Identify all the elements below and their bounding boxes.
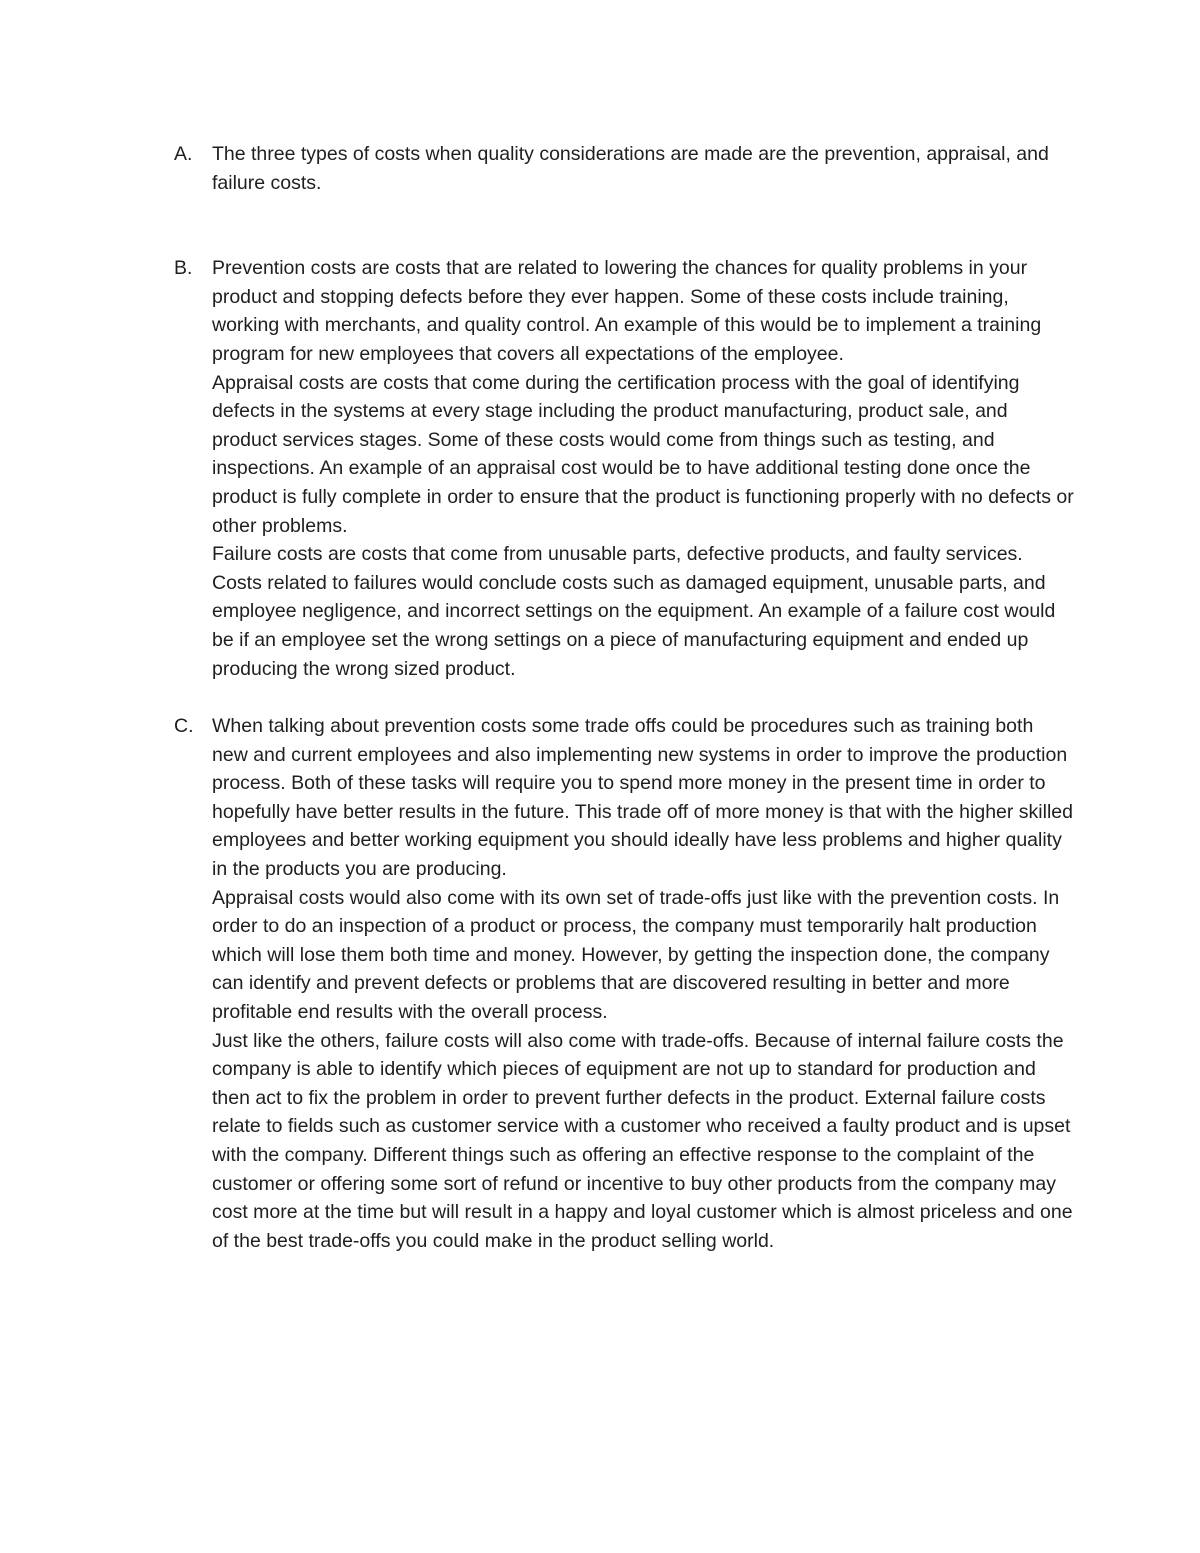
list-marker: A.	[174, 143, 193, 165]
paragraph-appraisal-costs: Appraisal costs are costs that come during the certification process with the goal of identifying defects in the systems at every stage including the product manufacturing, product sale, and product services stages. Some of these costs would come from things such as testing, and inspections. An example of an appraisal cost would be to have additional testing done once the product is fully complete in order to ensure that the product is functioning properly with no defects or other problems.	[212, 371, 1074, 537]
list-marker: C.	[174, 715, 194, 738]
list-item-a	[174, 140, 1074, 197]
paragraph-appraisal-tradeoffs: Appraisal costs would also come with its own set of trade-offs just like with the prevention costs. In order to do an inspection of a product or process, the company must temporarily halt production which will lose them both time and money. However, by getting the inspection done, the company can identify and prevent defects or problems that are discovered resulting in better and more profitable end results with the overall process.	[212, 886, 1060, 1024]
list-item-body	[212, 140, 1074, 197]
list-item-b	[174, 254, 1074, 683]
paragraph-failure-tradeoffs: Just like the others, failure costs will also come with trade-offs. Because of internal failure costs the company is able to identify which pieces of equipment are not up to standard for production and then act to fix the problem in order to prevent further defects in the product. External failure costs relate to fields such as customer service with a customer who received a faulty product and is upset with the company. Different things such as offering an effective response to the complaint of the customer or offering some sort of refund or incentive to buy other products from the company may cost more at the time but will result in a happy and loyal customer which is almost priceless and one of the best trade-offs you could make in the product selling world.	[212, 1029, 1073, 1252]
answer-list	[174, 140, 1074, 1255]
paragraph-cost-types: The three types of costs when quality considerations are made are the prevention, appraisal, and failure costs.	[212, 143, 1049, 194]
paragraph-failure-costs: Failure costs are costs that come from unusable parts, defective products, and faulty services. Costs related to failures would conclude costs such as damaged equipment, unusable parts, and employee negligence, and incorrect settings on the equipment. An example of a failure cost would be if an employee set the wrong settings on a piece of manufacturing equipment and ended up producing the wrong sized product.	[212, 543, 1056, 680]
list-item-c	[174, 712, 1074, 1255]
list-item-body	[212, 254, 1074, 683]
paragraph-prevention-tradeoffs: When talking about prevention costs some trade offs could be procedures such as training both new and current employees and also implementing new systems in order to improve the production process. Both of these tasks will require you to spend more money in the present time in order to hopefully have better results in the future. This trade off of more money is that with the higher skilled employees and better working equipment you should ideally have less problems and higher quality in the products you are producing.	[212, 715, 1073, 881]
list-item-body	[212, 712, 1074, 1255]
list-marker: B.	[174, 257, 193, 280]
paragraph-prevention-costs: Prevention costs are costs that are related to lowering the chances for quality problems in your product and stopping defects before they ever happen. Some of these costs include training, working with merchants, and quality control. An example of this would be to implement a training program for new employees that covers all expectations of the employee.	[212, 257, 1042, 365]
